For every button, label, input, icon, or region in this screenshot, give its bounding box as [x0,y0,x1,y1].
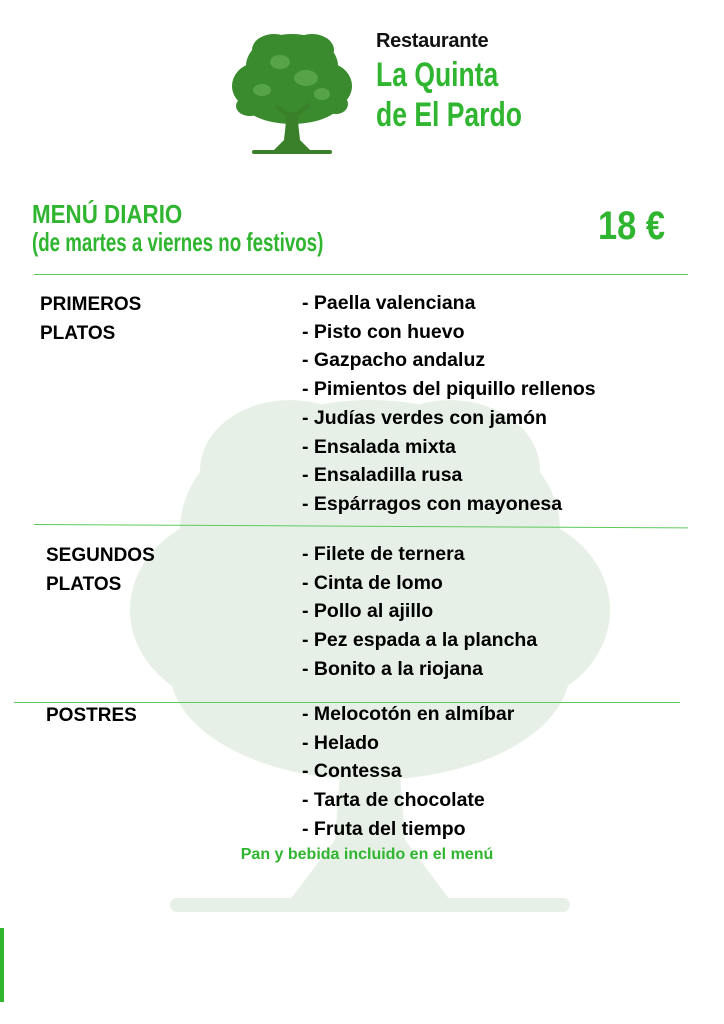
menu-item: - Ensaladilla rusa [302,464,463,487]
section-label-segundos [46,541,155,599]
brand-name-line1: La Quinta [376,56,499,94]
menu-item: - Pollo al ajillo [302,600,434,623]
items-postres [302,700,514,844]
menu-subtitle: (de martes a viernes no festivos) [32,227,324,257]
menu-item: - Gazpacho andaluz [302,349,486,372]
section-label-line: PRIMEROS [40,294,142,315]
divider-top [34,274,688,275]
menu-item: - Melocotón en almíbar [302,703,515,725]
edge-accent-bar [0,928,4,1002]
menu-item: - Espárragos con mayonesa [302,492,563,515]
section-label-line: PLATOS [40,323,116,344]
menu-price: 18 € [598,204,665,248]
menu-item: - Fruta del tiempo [302,817,466,840]
menu-item: - Ensalada mixta [302,435,456,458]
menu-item: - Cinta de lomo [302,571,443,594]
menu-item: - Pimientos del piquillo rellenos [302,378,596,401]
menu-item: - Judías verdes con jamón [302,406,547,429]
menu-item: - Pez espada a la plancha [302,629,538,652]
menu-item: - Filete de ternera [302,543,465,565]
menu-item: - Paella valenciana [302,292,476,314]
section-label-line: SEGUNDOS [46,545,155,566]
items-primeros [302,289,596,519]
section-label-line: POSTRES [46,705,137,726]
menu-item: - Helado [302,731,379,754]
menu-item: - Contessa [302,760,402,783]
section-label-primeros [40,290,141,348]
menu-item: - Pisto con huevo [302,320,465,343]
menu-title: MENÚ DIARIO [32,199,183,229]
menu-item: - Tarta de chocolate [302,789,485,812]
section-label-line: PLATOS [46,574,122,595]
section-label-postres [46,701,137,730]
brand-restaurante: Restaurante [376,30,489,52]
footer-note: Pan y bebida incluido en el menú [240,846,494,863]
brand-name-line2: de El Pardo [376,96,522,134]
restaurant-brand [376,30,563,135]
menu-item: - Bonito a la riojana [302,657,483,680]
items-segundos [302,540,537,684]
oak-tree-icon [232,28,352,158]
